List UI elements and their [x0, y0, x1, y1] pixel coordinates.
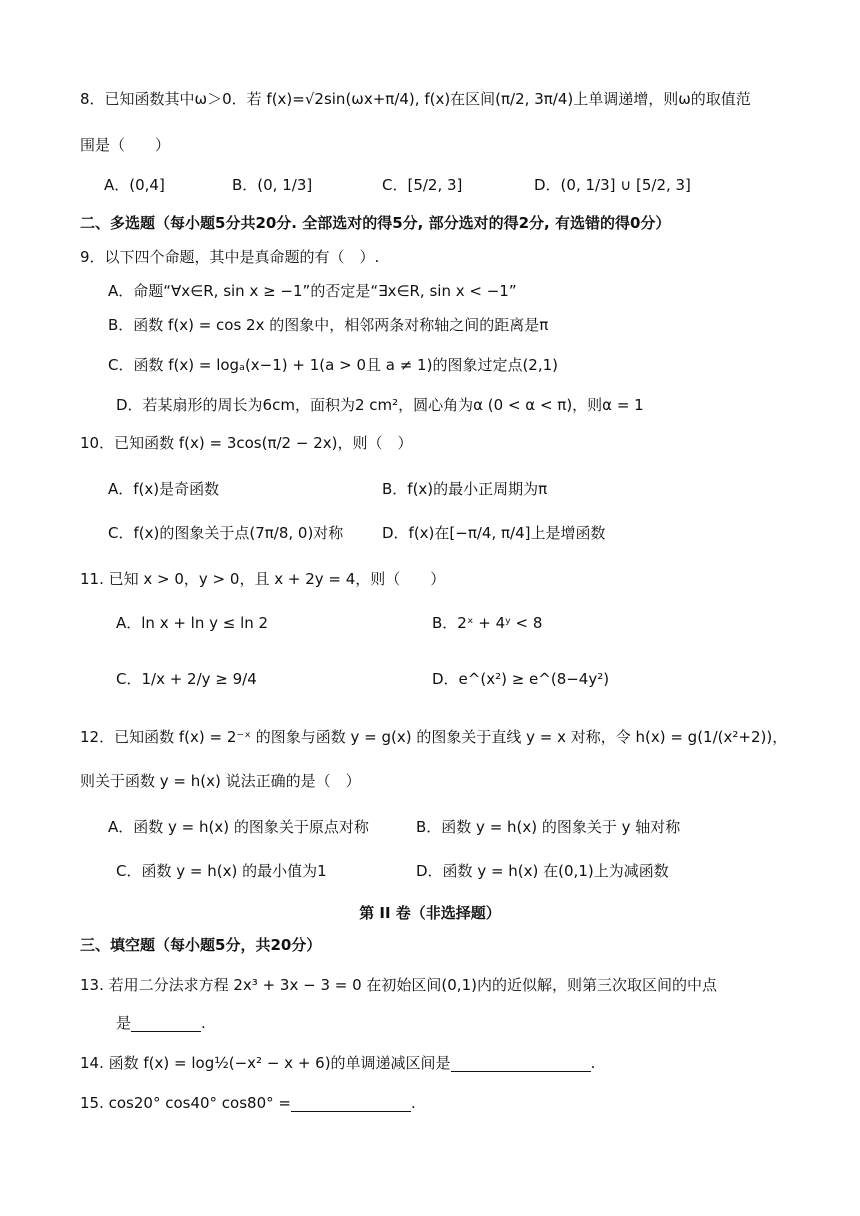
q14-text: 14. 函数 f(x) = log½(−x² − x + 6)的单调递减区间是	[80, 1054, 451, 1072]
q9-option-a: A．命题“∀x∈R, sin x ≥ −1”的否定是“∃x∈R, sin x < −1”	[108, 282, 517, 300]
q12-option-d: D．函数 y = h(x) 在(0,1)上为减函数	[416, 862, 669, 880]
q8-option-a: A．(0,4]	[104, 176, 165, 194]
q9-stem: 9．以下四个命题，其中是真命题的有（ ）.	[80, 248, 380, 266]
q15-text: 15. cos20° cos40° cos80° =	[80, 1094, 291, 1112]
q15-answer-blank[interactable]	[291, 1095, 411, 1112]
q11-option-d: D．e^(x²) ≥ e^(8−4y²)	[432, 670, 610, 688]
q12-stem-line1: 12．已知函数 f(x) = 2⁻ˣ 的图象与函数 y = g(x) 的图象关于直线 y = x 对称，令 h(x) = g(1/(x²+2))，	[80, 728, 788, 746]
q9-option-c: C．函数 f(x) = logₐ(x−1) + 1(a > 0且 a ≠ 1)的图象过定点(2,1)	[108, 356, 559, 374]
q9-option-b: B．函数 f(x) = cos 2x 的图象中，相邻两条对称轴之间的距离是π	[108, 316, 549, 334]
q8-option-d: D．(0, 1/3] ∪ [5/2, 3]	[534, 176, 691, 194]
section-fill-in-heading: 三、填空题（每小题5分，共20分）	[80, 936, 322, 954]
q10-option-b: B．f(x)的最小正周期为π	[382, 480, 548, 498]
q12-option-a: A．函数 y = h(x) 的图象关于原点对称	[108, 818, 369, 836]
q13-label: 是	[116, 1014, 132, 1032]
section-multi-choice-heading: 二、多选题（每小题5分共20分. 全部选对的得5分, 部分选对的得2分, 有选错的得0分）	[80, 214, 671, 232]
q13-period: .	[201, 1014, 206, 1032]
q10-option-c: C．f(x)的图象关于点(7π/8, 0)对称	[108, 524, 344, 542]
q10-option-a: A．f(x)是奇函数	[108, 480, 220, 498]
q13-stem-line1: 13. 若用二分法求方程 2x³ + 3x − 3 = 0 在初始区间(0,1)内的近似解，则第三次取区间的中点	[80, 976, 717, 994]
q11-option-c: C．1/x + 2/y ≥ 9/4	[116, 670, 257, 688]
q13-answer-blank[interactable]	[131, 1015, 201, 1032]
q11-option-b: B．2ˣ + 4ʸ < 8	[432, 614, 543, 632]
q8-stem-line1: 8．已知函数其中ω＞0．若 f(x)=√2sin(ωx+π/4), f(x)在区间(π/2, 3π/4)上单调递增，则ω的取值范	[80, 90, 751, 108]
q10-option-d: D．f(x)在[−π/4, π/4]上是增函数	[382, 524, 606, 542]
q15-stem	[80, 1094, 416, 1112]
q14-answer-blank[interactable]	[451, 1055, 591, 1072]
q12-option-b: B．函数 y = h(x) 的图象关于 y 轴对称	[416, 818, 681, 836]
volume-ii-heading: 第 II 卷（非选择题）	[359, 904, 501, 922]
q14-period: .	[590, 1054, 596, 1072]
q13-stem-line2	[116, 1014, 206, 1032]
q8-stem-line2: 围是（ ）	[80, 136, 171, 154]
q14-stem	[80, 1054, 595, 1072]
q11-stem: 11. 已知 x > 0，y > 0，且 x + 2y = 4，则（ ）	[80, 570, 446, 588]
q15-period: .	[410, 1094, 416, 1112]
q12-option-c: C．函数 y = h(x) 的最小值为1	[116, 862, 327, 880]
q9-option-d: D．若某扇形的周长为6cm，面积为2 cm²，圆心角为α (0 < α < π)，则α = 1	[116, 396, 644, 414]
q8-option-c: C．[5/2, 3]	[382, 176, 463, 194]
q11-option-a: A．ln x + ln y ≤ ln 2	[116, 614, 269, 632]
q10-stem: 10．已知函数 f(x) = 3cos(π/2 − 2x)，则（ ）	[80, 434, 413, 452]
q12-stem-line2: 则关于函数 y = h(x) 说法正确的是（ ）	[80, 772, 361, 790]
q8-option-b: B．(0, 1/3]	[232, 176, 313, 194]
